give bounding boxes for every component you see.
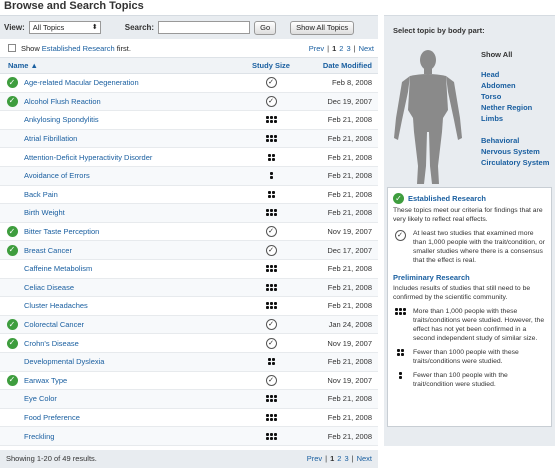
table-header [0, 57, 378, 74]
date-modified-cell: Feb 21, 2008 [327, 282, 372, 292]
large-study-icon [395, 308, 406, 343]
study-size-cell [237, 302, 305, 309]
small-study-icon [399, 372, 402, 389]
table-row[interactable] [0, 279, 378, 298]
established-check-icon: ✓ [7, 77, 18, 88]
date-modified-cell: Feb 21, 2008 [327, 134, 372, 144]
table-footer [0, 450, 378, 468]
study-size-cell [237, 395, 305, 402]
show-all-topics-button[interactable]: Show All Topics [290, 21, 354, 35]
table-row[interactable] [0, 74, 378, 93]
body-part-link[interactable]: Nether Region [481, 103, 533, 112]
system-link[interactable]: Circulatory System [481, 158, 550, 167]
body-part-link[interactable]: Limbs [481, 114, 504, 123]
date-modified-cell: Dec 19, 2007 [327, 96, 372, 106]
small-item-text: Fewer than 100 people with the trait/condition were studied. [413, 372, 508, 388]
status-cell [0, 77, 24, 88]
date-modified-cell: Feb 21, 2008 [327, 152, 372, 162]
study-size-cell [237, 172, 305, 179]
body-part-links [481, 50, 549, 168]
filter-bar [0, 15, 378, 39]
date-modified-cell: Nov 19, 2007 [327, 227, 372, 237]
date-modified-cell: Nov 19, 2007 [327, 338, 372, 348]
preliminary-legend-title: Preliminary Research [393, 273, 470, 282]
topic-name-link[interactable]: Breast Cancer [24, 245, 72, 255]
study-size-cell [237, 284, 305, 291]
topic-name-link[interactable]: Cluster Headaches [24, 301, 88, 311]
table-row[interactable] [0, 409, 378, 428]
body-part-panel [384, 15, 555, 446]
table-row[interactable] [0, 167, 378, 186]
table-row[interactable] [0, 204, 378, 223]
legend-established-item [393, 229, 546, 265]
view-label: View: [4, 23, 25, 32]
circle-check-icon: ✓ [266, 338, 277, 349]
prev-link[interactable]: Prev [308, 43, 325, 53]
topic-name-link[interactable]: Age-related Macular Degeneration [24, 78, 139, 88]
table-row[interactable] [0, 130, 378, 149]
table-row[interactable] [0, 372, 378, 391]
page-current: 1 [330, 454, 335, 464]
large-study-icon [266, 433, 277, 440]
topic-name-link[interactable]: Celiac Disease [24, 282, 75, 292]
status-cell [0, 319, 24, 330]
circle-check-icon: ✓ [395, 230, 406, 241]
table-row[interactable] [0, 223, 378, 242]
topic-name-link[interactable]: Crohn's Disease [24, 338, 79, 348]
date-modified-column-header[interactable]: Date Modified [322, 61, 372, 70]
table-row[interactable] [0, 93, 378, 112]
date-modified-cell: Feb 21, 2008 [327, 264, 372, 274]
page-title: Browse and Search Topics [4, 0, 144, 12]
name-column-header[interactable]: Name ▲ [8, 61, 38, 70]
table-row[interactable] [0, 186, 378, 205]
pager-separator: | [327, 43, 330, 53]
date-modified-cell: Feb 21, 2008 [327, 412, 372, 422]
study-size-cell [237, 319, 305, 330]
circle-check-icon: ✓ [266, 319, 277, 330]
topic-table [0, 74, 378, 446]
medium-study-icon [268, 154, 275, 161]
topic-name-link[interactable]: Eye Color [24, 394, 57, 404]
pager-separator: | [325, 454, 328, 464]
date-modified-cell: Nov 19, 2007 [327, 375, 372, 385]
body-part-link[interactable]: Abdomen [481, 81, 516, 90]
table-row[interactable] [0, 316, 378, 335]
established-first-checkbox[interactable] [8, 44, 16, 52]
large-study-icon [266, 284, 277, 291]
circle-check-icon: ✓ [266, 245, 277, 256]
page-current: 1 [332, 43, 337, 53]
large-item-text: More than 1,000 people with these traits/conditions were studied. However, the effect has not yet been confirmed in a second independent study of similar size. [413, 308, 545, 342]
topic-name-link[interactable]: Caffeine Metabolism [24, 264, 93, 274]
pagination-top [309, 44, 374, 53]
large-study-icon [266, 395, 277, 402]
preliminary-description: Includes results of studies that still need to be confirmed by the scientific community. [393, 285, 531, 301]
large-study-icon [266, 414, 277, 421]
legend-large-item [393, 307, 546, 343]
chevron-down-icon: ⬍ [91, 24, 98, 31]
status-cell [0, 96, 24, 107]
topic-name-link[interactable]: Avoidance of Errors [24, 171, 90, 181]
topic-name-link[interactable]: Freckling [24, 431, 55, 441]
topic-name-link[interactable]: Alcohol Flush Reaction [24, 96, 101, 106]
established-item-text: At least two studies that examined more than 1,000 people with the trait/condition, or smaller studies where there is a consensus that the effect is real. [413, 230, 545, 264]
study-size-cell [237, 358, 305, 365]
topic-name-link[interactable]: Attention-Deficit Hyperactivity Disorder [24, 152, 153, 162]
body-figure-icon[interactable] [388, 48, 468, 188]
date-modified-cell: Feb 21, 2008 [327, 357, 372, 367]
prev-link[interactable]: Prev [306, 454, 323, 464]
study-size-cell [237, 209, 305, 216]
study-size-cell [237, 433, 305, 440]
established-research-link[interactable]: Established Research [41, 43, 115, 53]
study-size-column-header[interactable]: Study Size [252, 61, 290, 70]
medium-study-icon [397, 349, 404, 366]
table-row[interactable] [0, 353, 378, 372]
circle-check-icon: ✓ [266, 226, 277, 237]
legend-medium-item [393, 348, 546, 366]
study-size-cell [237, 154, 305, 161]
legend-small-item [393, 371, 546, 389]
next-link[interactable]: Next [358, 43, 374, 53]
date-modified-cell: Feb 21, 2008 [327, 171, 372, 181]
large-study-icon [266, 209, 277, 216]
study-size-cell [237, 116, 305, 123]
topic-name-link[interactable]: Atrial Fibrillation [24, 134, 78, 144]
date-modified-cell: Feb 21, 2008 [327, 431, 372, 441]
study-size-cell [237, 226, 305, 237]
study-size-cell [237, 96, 305, 107]
page-2-link[interactable]: 2 [339, 43, 344, 53]
status-cell [0, 375, 24, 386]
small-study-icon [270, 172, 273, 179]
topic-name-link[interactable]: Earwax Type [24, 375, 68, 385]
results-summary: Showing 1-20 of 49 results. [6, 454, 97, 464]
status-cell [0, 245, 24, 256]
established-description: These topics meet our criteria for findings that are very likely to reflect real effects. [393, 207, 543, 223]
established-legend-title [393, 193, 546, 204]
table-row[interactable] [0, 297, 378, 316]
established-check-icon: ✓ [393, 193, 404, 204]
show-label: Show [21, 43, 40, 53]
large-study-icon [266, 265, 277, 272]
body-part-heading: Select topic by body part: [393, 26, 485, 35]
system-link[interactable]: Nervous System [481, 147, 540, 156]
page-2-link[interactable]: 2 [337, 454, 342, 464]
legend-box [387, 187, 552, 427]
large-study-icon [266, 135, 277, 142]
go-button[interactable]: Go [254, 21, 276, 35]
topic-name-link[interactable]: Developmental Dyslexia [24, 357, 105, 367]
established-check-icon: ✓ [7, 96, 18, 107]
medium-item-text: Fewer than 1000 people with these traits/conditions were studied. [413, 349, 519, 365]
table-row[interactable] [0, 334, 378, 353]
date-modified-cell: Feb 21, 2008 [327, 394, 372, 404]
circle-check-icon: ✓ [266, 96, 277, 107]
circle-check-icon: ✓ [266, 375, 277, 386]
pager-separator: | [351, 454, 354, 464]
options-row [0, 39, 378, 57]
topic-name-link[interactable]: Bitter Taste Perception [24, 227, 100, 237]
table-row[interactable] [0, 390, 378, 409]
study-size-cell [237, 265, 305, 272]
date-modified-cell: Feb 21, 2008 [327, 189, 372, 199]
medium-study-icon [268, 191, 275, 198]
topics-panel [0, 15, 378, 464]
pagination-bottom [307, 454, 372, 463]
established-check-icon: ✓ [7, 226, 18, 237]
system-link[interactable]: Behavioral [481, 136, 520, 145]
study-size-cell [237, 191, 305, 198]
study-size-cell [237, 77, 305, 88]
date-modified-cell: Jan 24, 2008 [328, 320, 372, 330]
view-select[interactable] [29, 21, 101, 34]
study-size-cell [237, 375, 305, 386]
pager-separator: | [353, 43, 356, 53]
topic-name-link[interactable]: Colorectal Cancer [24, 320, 85, 330]
search-input[interactable] [158, 21, 250, 34]
study-size-cell [237, 135, 305, 142]
table-row[interactable] [0, 260, 378, 279]
date-modified-cell: Feb 21, 2008 [327, 301, 372, 311]
established-check-icon: ✓ [7, 375, 18, 386]
topic-name-link[interactable]: Food Preference [24, 412, 80, 422]
established-check-icon: ✓ [7, 245, 18, 256]
large-study-icon [266, 116, 277, 123]
page-3-link[interactable]: 3 [344, 454, 349, 464]
page-3-link[interactable]: 3 [346, 43, 351, 53]
study-size-cell [237, 338, 305, 349]
study-size-cell [237, 245, 305, 256]
first-label: first. [116, 43, 131, 53]
view-select-value: All Topics [32, 23, 65, 32]
circle-check-icon: ✓ [266, 77, 277, 88]
established-title-text: Established Research [408, 194, 486, 203]
next-link[interactable]: Next [356, 454, 372, 464]
topic-name-link[interactable]: Back Pain [24, 189, 58, 199]
established-check-icon: ✓ [7, 338, 18, 349]
medium-study-icon [268, 358, 275, 365]
table-row[interactable] [0, 111, 378, 130]
table-row[interactable] [0, 148, 378, 167]
table-row[interactable] [0, 241, 378, 260]
study-size-cell [237, 414, 305, 421]
established-check-icon: ✓ [7, 319, 18, 330]
date-modified-cell: Feb 21, 2008 [327, 208, 372, 218]
large-study-icon [266, 302, 277, 309]
topic-name-link[interactable]: Birth Weight [24, 208, 65, 218]
status-cell [0, 338, 24, 349]
status-cell [0, 226, 24, 237]
date-modified-cell: Feb 21, 2008 [327, 115, 372, 125]
date-modified-cell: Feb 8, 2008 [331, 78, 372, 88]
show-all-link[interactable]: Show All [481, 50, 513, 59]
search-label: Search: [124, 23, 155, 32]
body-part-link[interactable]: Head [481, 70, 500, 79]
topic-name-link[interactable]: Ankylosing Spondylitis [24, 115, 99, 125]
date-modified-cell: Dec 17, 2007 [327, 245, 372, 255]
table-row[interactable] [0, 427, 378, 446]
body-part-link[interactable]: Torso [481, 92, 502, 101]
